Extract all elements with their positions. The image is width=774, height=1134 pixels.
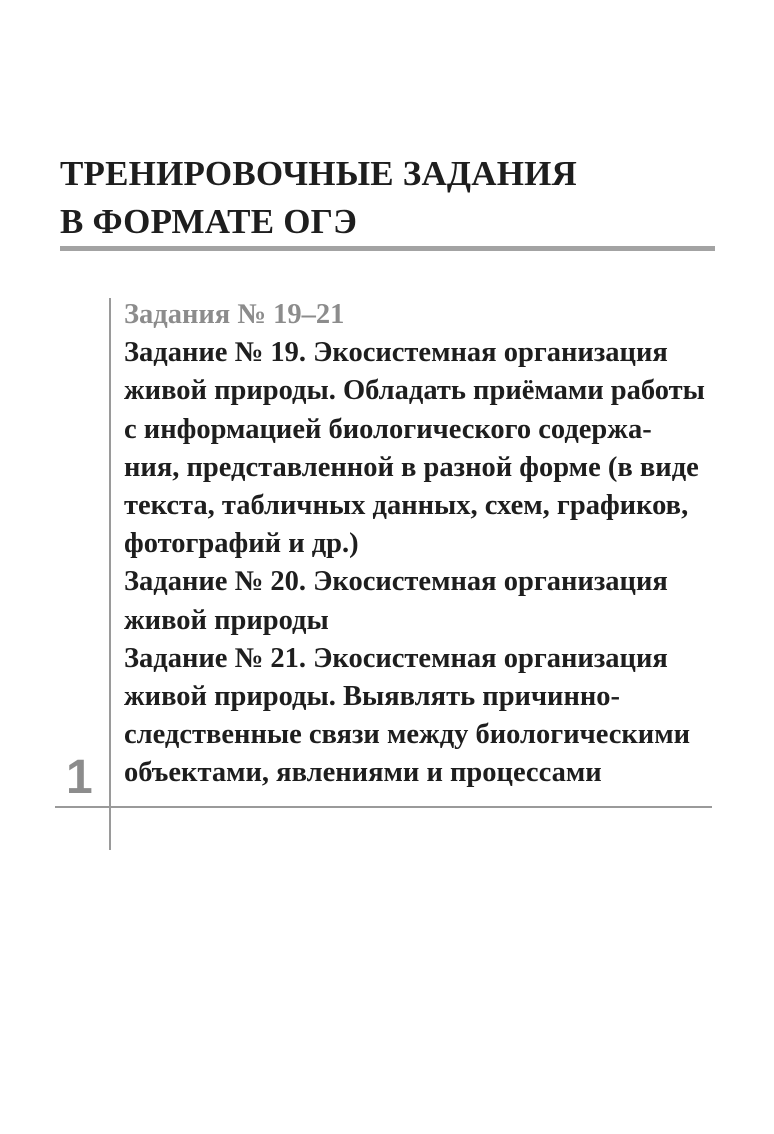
task-line: фотографий и др.) [124,528,359,560]
task-line: с информацией биологического содержа- [124,413,652,445]
task-line: Задание № 21. Экосистемная организация [124,642,668,674]
task-item-20 [124,563,724,639]
task-line: ния, представленной в разной форме (в виде [124,451,699,483]
title-line-1: ТРЕНИРОВОЧНЫЕ ЗАДАНИЯ [60,154,578,193]
task-line: живой природы. Обладать приёмами работы [124,375,705,407]
title-line-2: В ФОРМАТЕ ОГЭ [60,202,358,241]
section-number: 1 [66,751,93,804]
task-list [124,296,724,793]
task-range-subheading: Задания № 19–21 [124,299,345,330]
task-line: живой природы [124,604,329,636]
task-line: объектами, явлениями и процессами [124,757,602,789]
task-item-21 [124,640,724,793]
task-line: Задание № 20. Экосистемная организация [124,566,668,598]
task-item-19 [124,334,724,563]
title-underline-divider [60,246,715,251]
page-title [60,150,577,246]
task-line: Задание № 19. Экосистемная организация [124,337,668,369]
task-line: живой природы. Выявлять причинно- [124,681,621,713]
task-line: текста, табличных данных, схем, графиков, [124,490,689,522]
horizontal-divider [55,806,712,808]
task-line: следственные связи между биологическими [124,719,691,751]
vertical-divider [109,298,111,850]
